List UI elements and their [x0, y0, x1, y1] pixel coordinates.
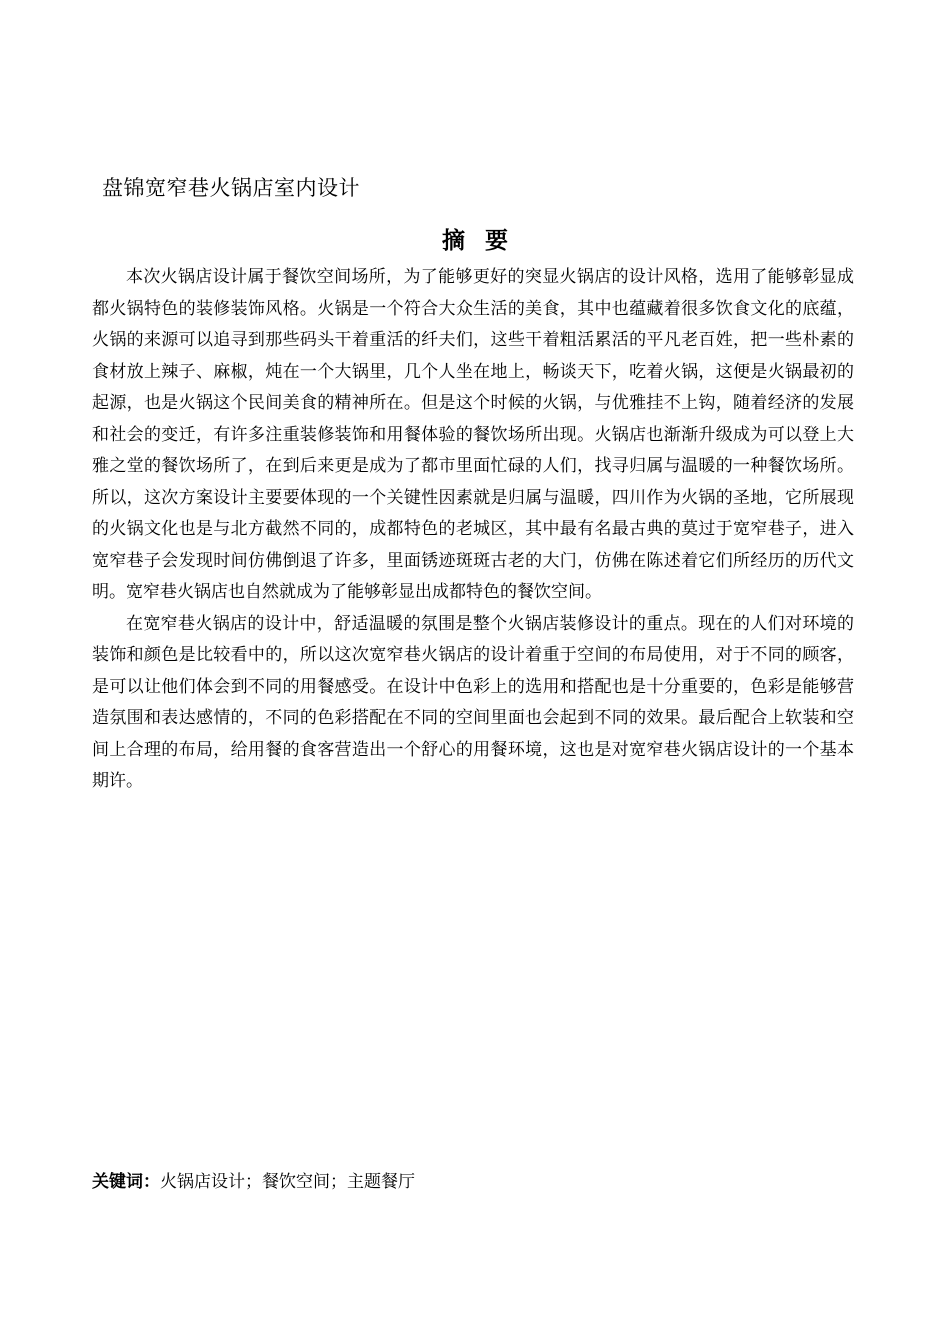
- keywords-line: [92, 1167, 415, 1192]
- abstract-body: [92, 262, 854, 798]
- abstract-paragraph-1: 本次火锅店设计属于餐饮空间场所，为了能够更好的突显火锅店的设计风格，选用了能够彰显成都火锅特色的装修装饰风格。火锅是一个符合大众生活的美食，其中也蕴藏着很多饮食文化的底蕴，火锅的来源可以追寻到那些码头干着重活的纤夫们，这些干着粗活累活的平凡老百姓，把一些朴素的食材放上辣子、麻椒，炖在一个大锅里，几个人坐在地上，畅谈天下，吃着火锅，这便是火锅最初的起源，也是火锅这个民间美食的精神所在。但是这个时候的火锅，与优雅挂不上钩，随着经济的发展和社会的变迁，有许多注重装修装饰和用餐体验的餐饮场所出现。火锅店也渐渐升级成为可以登上大雅之堂的餐饮场所了，在到后来更是成为了都市里面忙碌的人们，找寻归属与温暖的一种餐饮场所。所以，这次方案设计主要要体现的一个关键性因素就是归属与温暖，四川作为火锅的圣地，它所展现的火锅文化也是与北方截然不同的，成都特色的老城区，其中最有名最古典的莫过于宽窄巷子，进入宽窄巷子会发现时间仿佛倒退了许多，里面锈迹斑斑古老的大门，仿佛在陈述着它们所经历的历代文明。宽窄巷火锅店也自然就成为了能够彰显出成都特色的餐饮空间。: [92, 267, 854, 602]
- document-title: 盘锦宽窄巷火锅店室内设计: [102, 176, 360, 200]
- keywords-text: 火锅店设计；餐饮空间；主题餐厅: [160, 1172, 415, 1192]
- abstract-heading: 摘要: [442, 228, 528, 254]
- keywords-label: 关键词：: [92, 1172, 160, 1192]
- abstract-paragraph-2: 在宽窄巷火锅店的设计中，舒适温暖的氛围是整个火锅店装修设计的重点。现在的人们对环境的装饰和颜色是比较看中的，所以这次宽窄巷火锅店的设计着重于空间的布局使用，对于不同的顾客，是可以让他们体会到不同的用餐感受。在设计中色彩上的选用和搭配也是十分重要的，色彩是能够营造氛围和表达感情的，不同的色彩搭配在不同的空间里面也会起到不同的效果。最后配合上软装和空间上合理的布局，给用餐的食客营造出一个舒心的用餐环境，这也是对宽窄巷火锅店设计的一个基本期许。: [92, 613, 854, 791]
